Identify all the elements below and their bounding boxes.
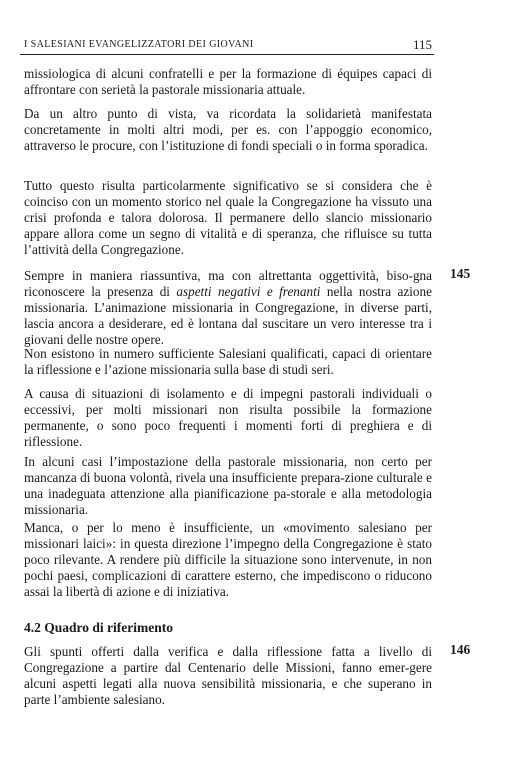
paragraph-4-text-b: nella nostra azione missionaria. L’animazione missionaria in Congregazione, in diverse parti, lascia ancora a desiderare, ed è lontana dal suscitare un vero interesse tra i giovani delle nostre opere. <box>24 284 432 347</box>
paragraph-2: Da un altro punto di vista, va ricordata la solidarietà manifestata concretamente in molti altri modi, per es. con l’appoggio economico, attraverso le procure, con l’istituzione di fondi speciali o in forma sporadica. <box>24 106 432 153</box>
paragraph-4-text-a: Sempre in maniera riassuntiva, ma con altrettanta oggettività, biso-gna riconoscere la presenza di <box>24 268 432 299</box>
paragraph-5: Non esistono in numero sufficiente Salesiani qualificati, capaci di orientare la riflessione e l’azione missionaria sulla base di studi seri. <box>24 346 432 377</box>
running-title: I SALESIANI EVANGELIZZATORI DEI GIOVANI <box>24 39 254 50</box>
running-header <box>20 38 434 55</box>
paragraph-7: In alcuni casi l’impostazione della pastorale missionaria, non certo per mancanza di buona volontà, rivela una insufficiente prepara-zione culturale e una inadeguata attenzione alla pianificazione pa-storale e alla metodologia missionaria. <box>24 454 432 517</box>
section-heading: 4.2 Quadro di riferimento <box>24 620 173 635</box>
paragraph-4-emphasis: aspetti negativi e frenanti <box>176 284 321 299</box>
paragraph-6: A causa di situazioni di isolamento e di impegni pastorali individuali o eccessivi, per molti missionari non risulta possibile la formazione permanente, o sono poco frequenti i momenti forti di preghiera e di riflessione. <box>24 386 432 449</box>
paragraph-3: Tutto questo risulta particolarmente significativo se si considera che è coinciso con un momento storico nel quale la Congregazione ha vissuto una crisi profonda e talora dolorosa. Il permanere dello slancio missionario appare allora come un segno di vitalità e di speranza, che rifluisce su tutta l’attività della Congregazione. <box>24 178 432 257</box>
page-number: 115 <box>412 37 432 52</box>
margin-number-145: 145 <box>450 266 471 281</box>
paragraph-4 <box>24 268 432 348</box>
margin-number-146: 146 <box>450 642 471 657</box>
paragraph-1: missiologica di alcuni confratelli e per la formazione di équipes capaci di affrontare con serietà la pastorale missionaria attuale. <box>24 66 432 97</box>
paragraph-9: Gli spunti offerti dalla verifica e dalla riflessione fatta a livello di Congregazione a partire dal Centenario delle Missioni, fanno emer-gere alcuni aspetti legati alla nuova sensibilità missionaria, e che superano in parte l’ambiente salesiano. <box>24 644 432 707</box>
paragraph-8: Manca, o per lo meno è insufficiente, un «movimento salesiano per missionari laici»: in questa direzione l’impegno della Congregazione è stato poco rilevante. A rendere più difficile la situazione sono intervenute, in non pochi paesi, complicazioni di carattere esterno, che impediscono o riducono assai la libertà di azione e di iniziativa. <box>24 520 432 599</box>
